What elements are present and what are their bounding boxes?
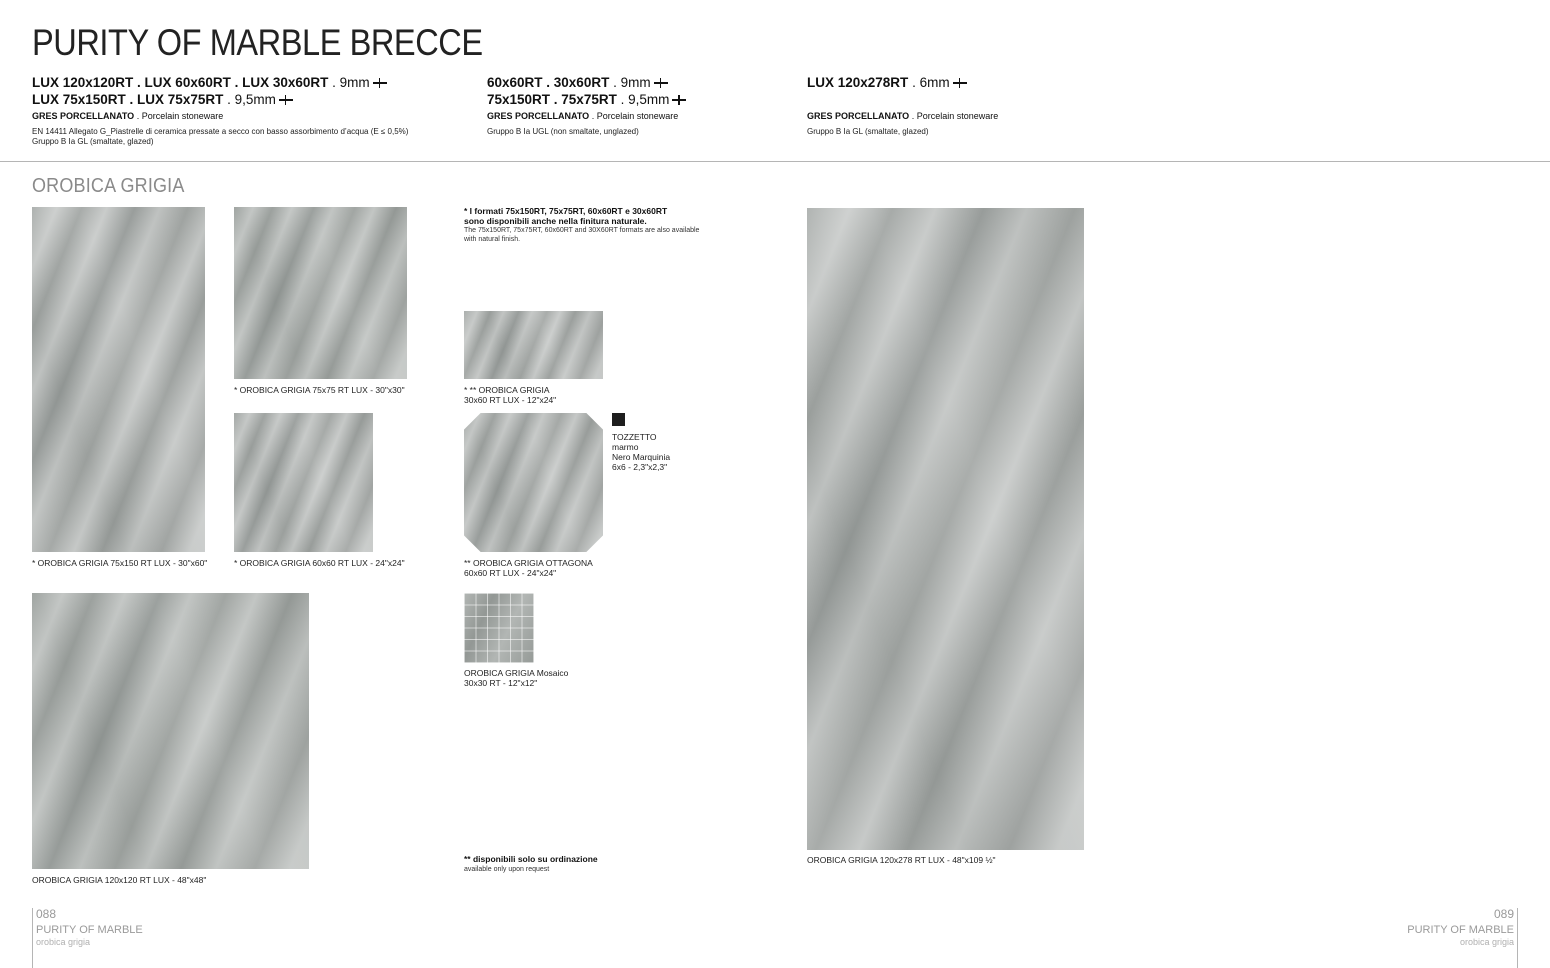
- tile-image-120x278: [807, 208, 1084, 850]
- spec-line: LUX 120x120RT . LUX 60x60RT . LUX 30x60RT . 9mm: [32, 74, 408, 91]
- tile-caption: OROBICA GRIGIA 120x120 RT LUX - 48"x48": [32, 875, 207, 885]
- tozzetto-swatch: [612, 413, 625, 426]
- group-note: Gruppo B Ia GL (smaltate, glazed): [32, 137, 154, 146]
- spec-line: 60x60RT . 30x60RT . 9mm: [487, 74, 686, 91]
- footer-bar-left: [32, 908, 33, 968]
- divider: [0, 161, 1550, 162]
- thickness-icon: [654, 78, 668, 88]
- page-number: 088: [36, 907, 57, 921]
- tozzetto-caption: TOZZETTO marmo Nero Marquinia 6x6 - 2,3"x2,3": [612, 432, 671, 472]
- order-note: ** disponibili solo su ordinazione available only upon request: [464, 854, 598, 873]
- thickness-icon: [672, 95, 686, 105]
- group-note: Gruppo B Ia UGL (non smaltate, unglazed): [487, 127, 639, 136]
- tile-caption: ** OROBICA GRIGIA OTTAGONA 60x60 RT LUX - 24"x24": [464, 558, 593, 578]
- footer-title: PURITY OF MARBLE: [36, 924, 143, 936]
- tile-image-75x75: [234, 207, 407, 379]
- footer-subtitle: orobica grigia: [36, 937, 91, 947]
- spec-block-lux: [32, 74, 408, 147]
- page-title: PURITY OF MARBLE BRECCE: [32, 22, 483, 63]
- page-number: 089: [1493, 907, 1514, 921]
- spec-block-slab: [807, 74, 998, 137]
- formats-note: * I formati 75x150RT, 75x75RT, 60x60RT e 30x60RT sono disponibili anche nella finitura naturale. The 75x150RT, 75x75RT, 60x60RT and 30X60RT formats are also available with natural finish.: [464, 206, 700, 243]
- thickness-icon: [373, 78, 387, 88]
- tile-image-30x60: [464, 311, 603, 379]
- tile-caption: * OROBICA GRIGIA 75x75 RT LUX - 30"x30": [234, 385, 405, 395]
- group-note: Gruppo B Ia GL (smaltate, glazed): [807, 127, 929, 136]
- tile-caption: * OROBICA GRIGIA 75x150 RT LUX - 30"x60": [32, 558, 208, 568]
- tile-image-mosaico: [464, 593, 534, 663]
- tile-image-75x150: [32, 207, 205, 552]
- tile-caption: OROBICA GRIGIA Mosaico 30x30 RT - 12"x12": [464, 668, 569, 688]
- footer-subtitle: orobica grigia: [1459, 937, 1514, 947]
- tile-caption: OROBICA GRIGIA 120x278 RT LUX - 48"x109 ½": [807, 855, 996, 865]
- section-title: OROBICA GRIGIA: [32, 175, 185, 197]
- footer-right: [1407, 907, 1514, 947]
- footer-left: [36, 907, 143, 947]
- material-label: GRES PORCELLANATO . Porcelain stoneware: [487, 111, 679, 121]
- footer-bar-right: [1517, 908, 1518, 968]
- spec-line: LUX 120x278RT . 6mm: [807, 74, 998, 91]
- material-label: GRES PORCELLANATO . Porcelain stoneware: [32, 111, 224, 121]
- tile-caption: * OROBICA GRIGIA 60x60 RT LUX - 24"x24": [234, 558, 405, 568]
- spec-line: 75x150RT . 75x75RT . 9,5mm: [487, 91, 686, 108]
- tile-image-120x120: [32, 593, 309, 869]
- tile-image-ottagona: [464, 413, 603, 552]
- material-label: GRES PORCELLANATO . Porcelain stoneware: [807, 111, 999, 121]
- spec-block-natural: [487, 74, 686, 137]
- spec-line: LUX 75x150RT . LUX 75x75RT . 9,5mm: [32, 91, 408, 108]
- tile-image-60x60: [234, 413, 373, 552]
- tile-caption: * ** OROBICA GRIGIA 30x60 RT LUX - 12"x24": [464, 385, 557, 405]
- norm-note: EN 14411 Allegato G_Piastrelle di ceramica pressate a secco con basso assorbimento d’acqua (E ≤ 0,5%): [32, 127, 409, 136]
- thickness-icon: [953, 78, 967, 88]
- thickness-icon: [279, 95, 293, 105]
- footer-title: PURITY OF MARBLE: [1407, 924, 1514, 936]
